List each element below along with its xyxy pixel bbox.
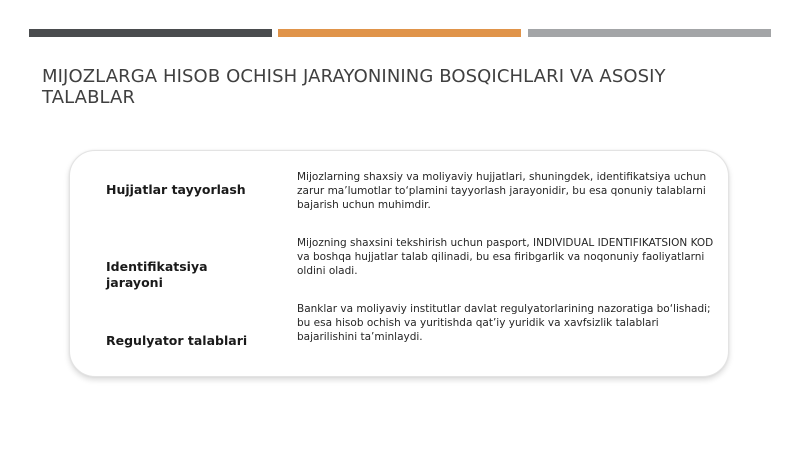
term-documents: Hujjatlar tayyorlash xyxy=(106,182,246,197)
description-documents: Mijozlarning shaxsiy va moliyaviy hujjatlari, shuningdek, identifikatsiya uchun zarur ma’lumotlar to‘plamini tayyorlash jarayonidir, bu esa qonuniy talablarni bajarish uchun muhimdir. xyxy=(297,171,707,211)
slide-title: MIJOZLARGA HISOB OCHISH JARAYONINING BOSQICHLARI VA ASOSIY TALABLAR xyxy=(42,66,666,108)
description-regulatory: Banklar va moliyaviy institutlar davlat regulyatorlarining nazoratiga bo‘lishadi; bu esa hisob ochish va yuritishda qat’iy yuridik va xavfsizlik talablari bajarilishini ta’minlaydi. xyxy=(297,303,711,343)
description-identification: Mijozning shaxsini tekshirish uchun pasport, INDIVIDUAL IDENTIFIKATSION KOD va boshqa hujjatlar talab qilinadi, bu esa firibgarlik va noqonuniy faoliyatlarni oldini oladi. xyxy=(297,237,714,277)
accent-bar-orange xyxy=(278,29,521,37)
term-regulatory: Regulyator talablari xyxy=(106,333,248,348)
term-identification: Identifikatsiya jarayoni xyxy=(106,259,208,290)
accent-bar-dark xyxy=(29,29,272,37)
accent-bar-gray xyxy=(528,29,771,37)
top-accent-bars xyxy=(29,29,771,37)
